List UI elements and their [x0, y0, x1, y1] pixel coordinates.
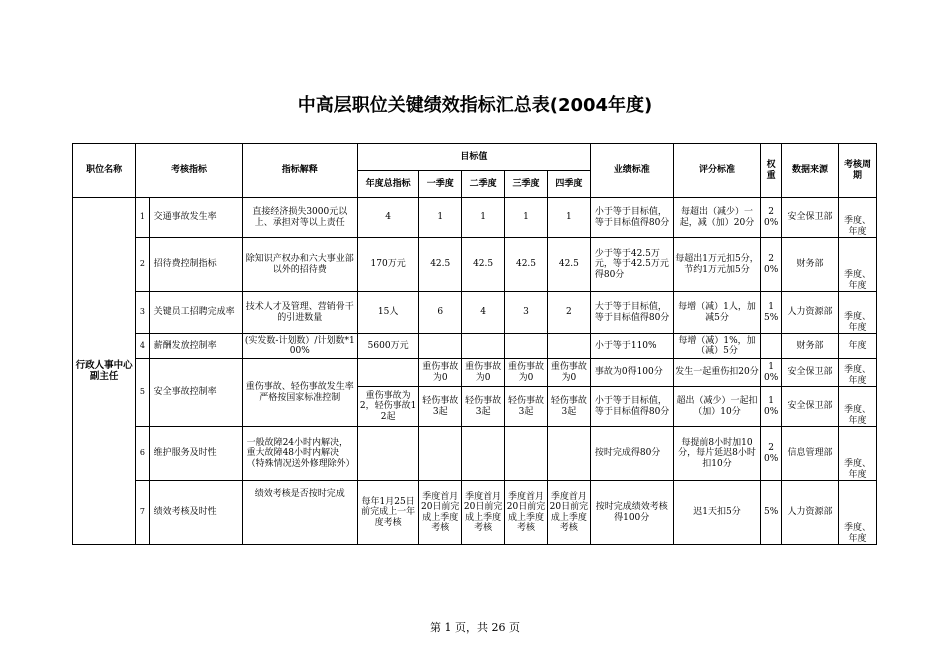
weight: 10% — [761, 387, 781, 427]
table-row — [73, 481, 877, 545]
header-scoring: 评分标准 — [673, 144, 761, 198]
kpi-explain: 一般故障24小时内解决，重大故障48小时内解决（特殊情况送外修理除外） — [242, 427, 357, 481]
table-row — [73, 334, 877, 359]
kpi-name: 绩效考核及时性 — [149, 481, 242, 545]
kpi-name: 安全事故控制率 — [149, 359, 242, 427]
header-explain: 指标解释 — [242, 144, 357, 198]
review-period: 季度、年度 — [839, 292, 877, 334]
q2-target: 重伤事故为0 — [462, 359, 505, 387]
page-footer: 第 1 页，共 26 页 — [430, 621, 520, 634]
q3-target — [505, 334, 548, 359]
kpi-name: 招待费控制指标 — [149, 238, 242, 292]
scoring-standard: 迟1天扣5分 — [673, 481, 761, 545]
annual-target — [357, 359, 418, 387]
table-row — [73, 292, 877, 334]
annual-target — [357, 427, 418, 481]
q3-target — [505, 427, 548, 481]
data-source: 信息管理部 — [781, 427, 838, 481]
performance-standard: 事故为0得100分 — [590, 359, 673, 387]
header-target: 目标值 — [357, 144, 590, 171]
q2-target — [462, 334, 505, 359]
performance-standard: 大于等于目标值，等于目标值得80分 — [590, 292, 673, 334]
q3-target: 轻伤事故3起 — [505, 387, 548, 427]
performance-standard: 按时完成绩效考核得100分 — [590, 481, 673, 545]
q4-target — [547, 427, 590, 481]
kpi-name: 关键员工招聘完成率 — [149, 292, 242, 334]
scoring-standard: 每增（减）1%，加（减）5分 — [673, 334, 761, 359]
kpi-explain: 绩效考核是否按时完成 — [242, 481, 357, 545]
review-period: 季度、年度 — [839, 427, 877, 481]
q3-target: 3 — [505, 292, 548, 334]
performance-standard: 少于等于42.5万元，等于42.5万元得80分 — [590, 238, 673, 292]
header-kpi: 考核指标 — [136, 144, 242, 198]
row-number: 5 — [136, 359, 149, 427]
table-row — [73, 427, 877, 481]
annual-target: 重伤事故为2，轻伤事故12起 — [357, 387, 418, 427]
header-weight: 权重 — [761, 144, 781, 198]
q3-target: 42.5 — [505, 238, 548, 292]
q4-target: 轻伤事故3起 — [547, 387, 590, 427]
data-source: 人力资源部 — [781, 481, 838, 545]
weight: 5% — [761, 481, 781, 545]
row-number: 2 — [136, 238, 149, 292]
q1-target: 6 — [419, 292, 462, 334]
q4-target: 重伤事故为0 — [547, 359, 590, 387]
q4-target: 季度首月20日前完成上季度考核 — [547, 481, 590, 545]
q2-target — [462, 427, 505, 481]
kpi-explain: 除知识产权办和六大事业部以外的招待费 — [242, 238, 357, 292]
kpi-explain: 技术人才及管理、营销骨干的引进数量 — [242, 292, 357, 334]
header-annual: 年度总指标 — [357, 171, 418, 198]
annual-target: 5600万元 — [357, 334, 418, 359]
review-period: 年度 — [839, 334, 877, 359]
kpi-name: 交通事故发生率 — [149, 198, 242, 238]
review-period: 季度、年度 — [839, 387, 877, 427]
header-q3: 三季度 — [505, 171, 548, 198]
row-number: 3 — [136, 292, 149, 334]
kpi-explain: 重伤事故、轻伤事故发生率严格按国家标准控制 — [242, 359, 357, 427]
scoring-standard: 超出（减少）一起扣（加）10分 — [673, 387, 761, 427]
review-period: 季度、年度 — [839, 481, 877, 545]
weight: 15% — [761, 292, 781, 334]
scoring-standard: 每超出（减少）一起，减（加）20分 — [673, 198, 761, 238]
review-period: 季度、年度 — [839, 238, 877, 292]
q1-target: 轻伤事故3起 — [419, 387, 462, 427]
performance-standard: 小于等于110% — [590, 334, 673, 359]
kpi-name: 薪酬发放控制率 — [149, 334, 242, 359]
row-number: 7 — [136, 481, 149, 545]
q1-target: 重伤事故为0 — [419, 359, 462, 387]
scoring-standard: 每提前8小时加10分，每片延迟8小时扣10分 — [673, 427, 761, 481]
data-source: 安全保卫部 — [781, 198, 838, 238]
performance-standard: 按时完成得80分 — [590, 427, 673, 481]
weight: 10% — [761, 359, 781, 387]
q2-target: 季度首月20日前完成上季度考核 — [462, 481, 505, 545]
table-row — [73, 238, 877, 292]
header-standard: 业绩标准 — [590, 144, 673, 198]
q2-target: 42.5 — [462, 238, 505, 292]
weight — [761, 334, 781, 359]
q3-target: 重伤事故为0 — [505, 359, 548, 387]
header-period: 考核周期 — [839, 144, 877, 198]
kpi-explain: 直接经济损失3000元以上、承担对等以上责任 — [242, 198, 357, 238]
q2-target: 轻伤事故3起 — [462, 387, 505, 427]
q1-target — [419, 334, 462, 359]
q1-target: 1 — [419, 198, 462, 238]
data-source: 安全保卫部 — [781, 359, 838, 387]
q2-target: 4 — [462, 292, 505, 334]
annual-target: 4 — [357, 198, 418, 238]
weight: 20% — [761, 198, 781, 238]
data-source: 人力资源部 — [781, 292, 838, 334]
q4-target: 2 — [547, 292, 590, 334]
table-row — [73, 198, 877, 238]
kpi-name: 维护服务及时性 — [149, 427, 242, 481]
q1-target — [419, 427, 462, 481]
q2-target: 1 — [462, 198, 505, 238]
table-row — [73, 359, 877, 387]
q3-target: 季度首月20日前完成上季度考核 — [505, 481, 548, 545]
performance-standard: 小于等于目标值，等于目标值得80分 — [590, 198, 673, 238]
q4-target: 1 — [547, 198, 590, 238]
weight: 20% — [761, 427, 781, 481]
data-source: 财务部 — [781, 334, 838, 359]
review-period: 季度、年度 — [839, 359, 877, 387]
page-title: 中高层职位关键绩效指标汇总表(2004年度) — [297, 95, 653, 116]
header-q1: 一季度 — [419, 171, 462, 198]
review-period: 季度、年度 — [839, 198, 877, 238]
data-source: 财务部 — [781, 238, 838, 292]
row-number: 4 — [136, 334, 149, 359]
q4-target — [547, 334, 590, 359]
row-number: 1 — [136, 198, 149, 238]
scoring-standard: 每增（减）1人，加减5分 — [673, 292, 761, 334]
q1-target: 季度首月20日前完成上季度考核 — [419, 481, 462, 545]
annual-target: 15人 — [357, 292, 418, 334]
position-name: 行政人事中心副主任 — [73, 198, 136, 545]
header-q4: 四季度 — [547, 171, 590, 198]
q1-target: 42.5 — [419, 238, 462, 292]
header-q2: 二季度 — [462, 171, 505, 198]
header-position: 职位名称 — [73, 144, 136, 198]
performance-standard: 小于等于目标值，等于目标值得80分 — [590, 387, 673, 427]
kpi-summary-table — [72, 143, 877, 545]
kpi-explain: (实发数-计划数）/计划数*100% — [242, 334, 357, 359]
data-source: 安全保卫部 — [781, 387, 838, 427]
q3-target: 1 — [505, 198, 548, 238]
q4-target: 42.5 — [547, 238, 590, 292]
scoring-standard: 每超出1万元扣5分，节约1万元加5分 — [673, 238, 761, 292]
weight: 20% — [761, 238, 781, 292]
annual-target: 每年1月25日前完成上一年度考核 — [357, 481, 418, 545]
row-number: 6 — [136, 427, 149, 481]
scoring-standard: 发生一起重伤扣20分 — [673, 359, 761, 387]
annual-target: 170万元 — [357, 238, 418, 292]
header-source: 数据来源 — [781, 144, 838, 198]
